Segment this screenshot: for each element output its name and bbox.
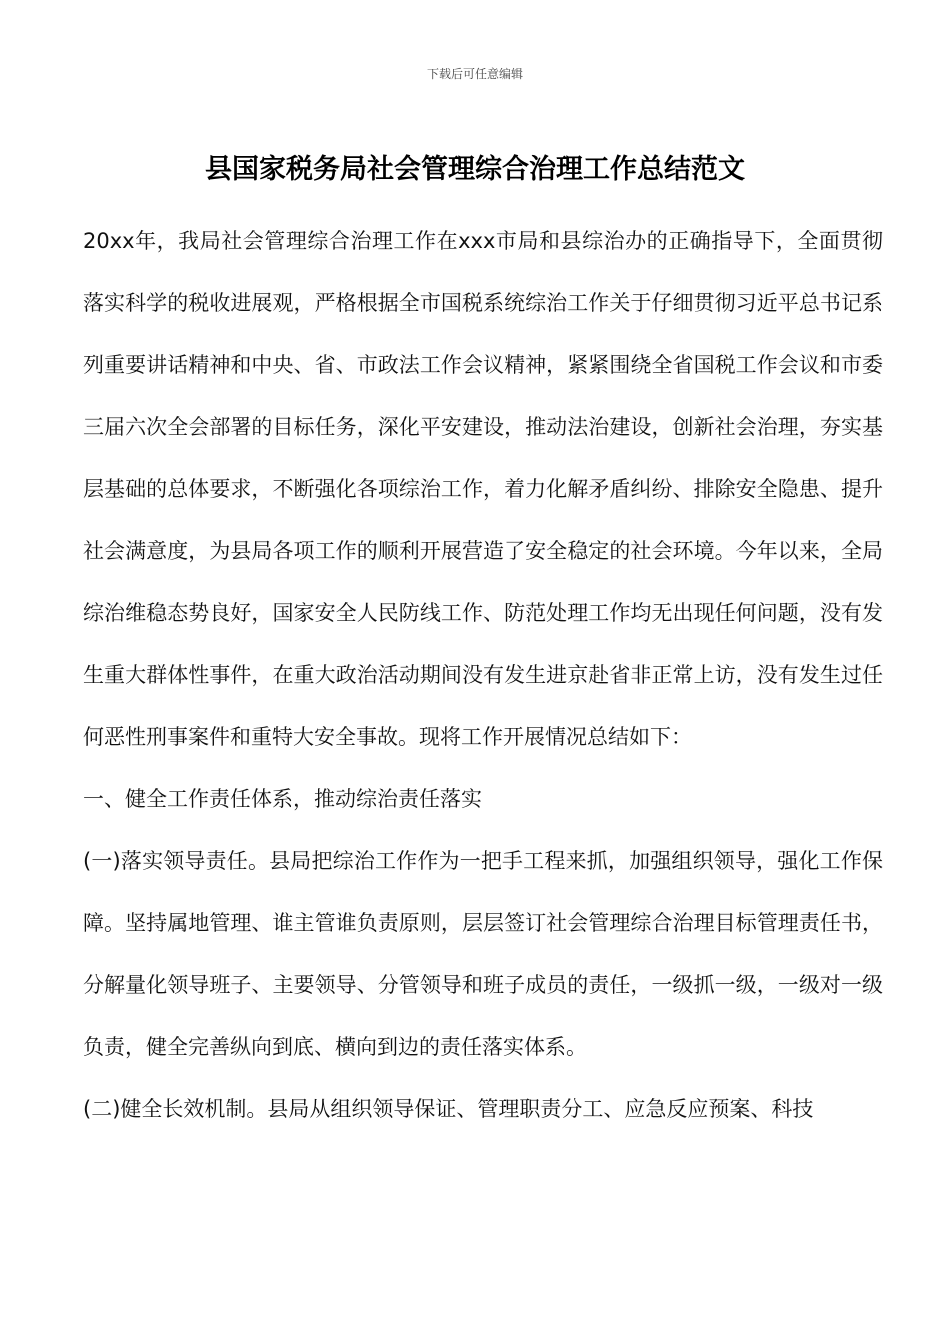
subsection-paragraph-1: (一)落实领导责任。县局把综治工作作为一把手工程来抓，加强组织领导，强化工作保障。坚持属地管理、谁主管谁负责原则，层层签订社会管理综合治理目标管理责任书，分解量化领导班子、主要领导、分管领导和班子成员的责任，一级抓一级，一级对一级负责，健全完善纵向到底、横向到边的责任落实体系。 [83,849,883,1059]
section-heading-1: 一、健全工作责任体系，推动综治责任落实 [83,787,482,811]
header-note: 下载后可任意编辑 [426,67,523,81]
page-title: 县国家税务局社会管理综合治理工作总结范文 [205,154,745,186]
intro-paragraph: 20xx年，我局社会管理综合治理工作在xxx市局和县综治办的正确指导下，全面贯彻落实科学的税收进展观，严格根据全市国税系统综治工作关于仔细贯彻习近平总书记系列重要讲话精神和中央、省、市政法工作会议精神，紧紧围绕全省国税工作会议和市委三届六次全会部署的目标任务，深化平安建设，推动法治建设，创新社会治理，夯实基层基础的总体要求，不断强化各项综治工作，着力化解矛盾纠纷、排除安全隐患、提升社会满意度，为县局各项工作的顺利开展营造了安全稳定的社会环境。今年以来，全局综治维稳态势良好，国家安全人民防线工作、防范处理工作均无出现任何问题，没有发生重大群体性事件，在重大政治活动期间没有发生进京赴省非正常上访，没有发生过任何恶性刑事案件和重特大安全事故。现将工作开展情况总结如下： [83,229,883,749]
document-body [83,210,883,1140]
subsection-paragraph-2: (二)健全长效机制。县局从组织领导保证、管理职责分工、应急反应预案、科技 [83,1097,814,1121]
